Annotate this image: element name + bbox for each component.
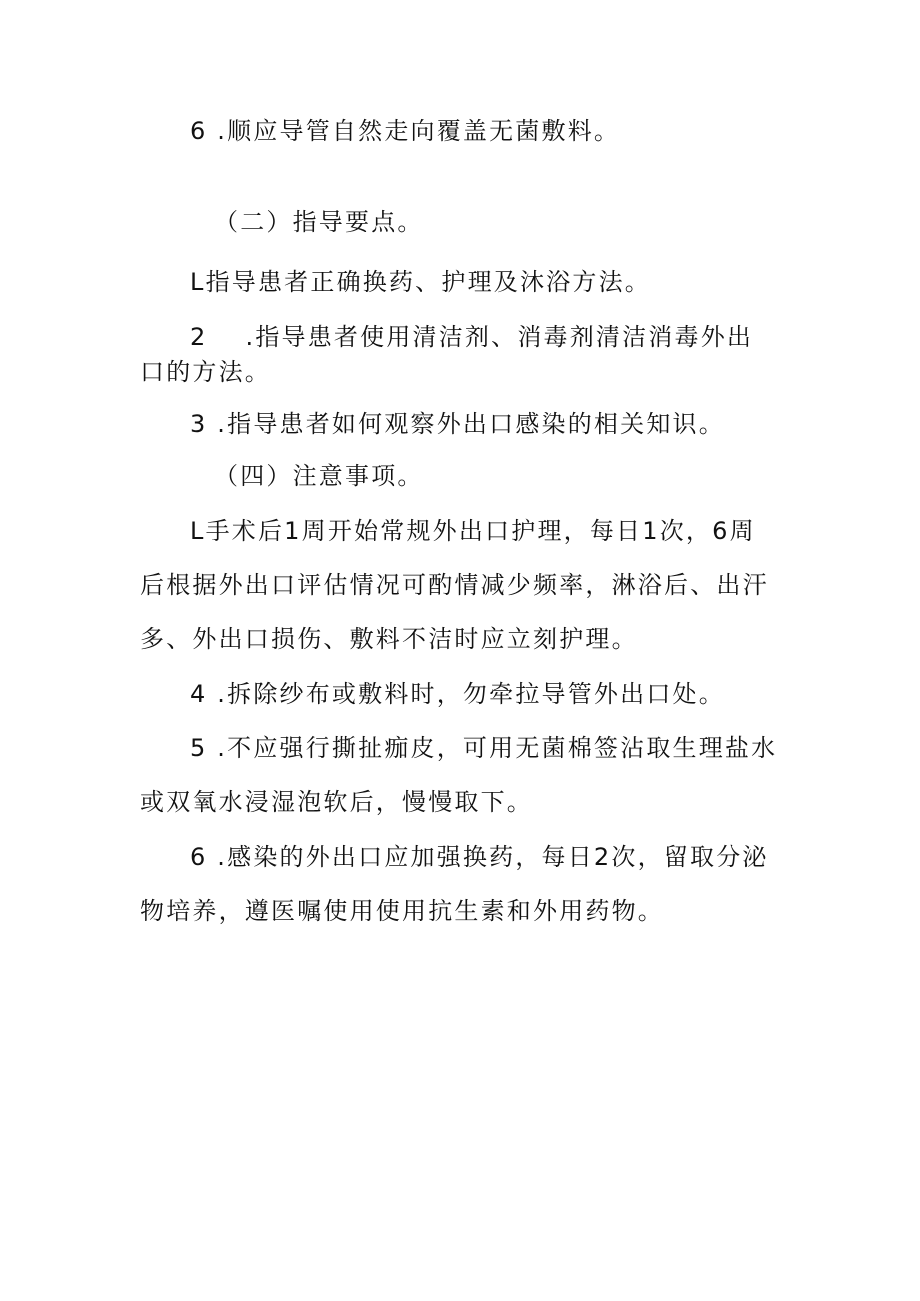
- precaution-item-1: L手术后1周开始常规外出口护理，每日1次，6周: [190, 517, 756, 545]
- guidance-item-3: 3 .指导患者如何观察外出口感染的相关知识。: [190, 410, 725, 438]
- guidance-item-2: [190, 322, 753, 352]
- precaution-item-5-line-2: 或双氧水浸湿泡软后，慢慢取下。: [140, 788, 533, 816]
- guidance-item-2-continued: 口的方法。: [140, 358, 271, 386]
- guidance-item-2-number: 2: [190, 323, 208, 351]
- step-6-dressing: 6 .顺应导管自然走向覆盖无菌敷料。: [190, 117, 621, 145]
- precaution-item-6-line-2: 物培养，遵医嘱使用使用抗生素和外用药物。: [140, 897, 664, 925]
- precaution-item-4: 4 .拆除纱布或敷料时，勿牵拉导管外出口处。: [190, 680, 725, 708]
- precaution-item-1-line-3: 多、外出口损伤、敷料不洁时应立刻护理。: [140, 625, 638, 653]
- guidance-item-2-text: .指导患者使用清洁剂、消毒剂清洁消毒外出: [245, 323, 754, 351]
- section-heading-precautions: （四）注意事项。: [214, 462, 424, 490]
- guidance-item-1: L指导患者正确换药、护理及沐浴方法。: [190, 268, 651, 296]
- precaution-item-6: 6 .感染的外出口应加强换药，每日2次，留取分泌: [190, 843, 769, 871]
- section-heading-guidance: （二）指导要点。: [214, 208, 424, 236]
- precaution-item-5: 5 .不应强行撕扯痂皮，可用无菌棉签沾取生理盐水: [190, 734, 778, 762]
- precaution-item-1-line-2: 后根据外出口评估情况可酌情减少频率，淋浴后、出汗: [140, 571, 769, 599]
